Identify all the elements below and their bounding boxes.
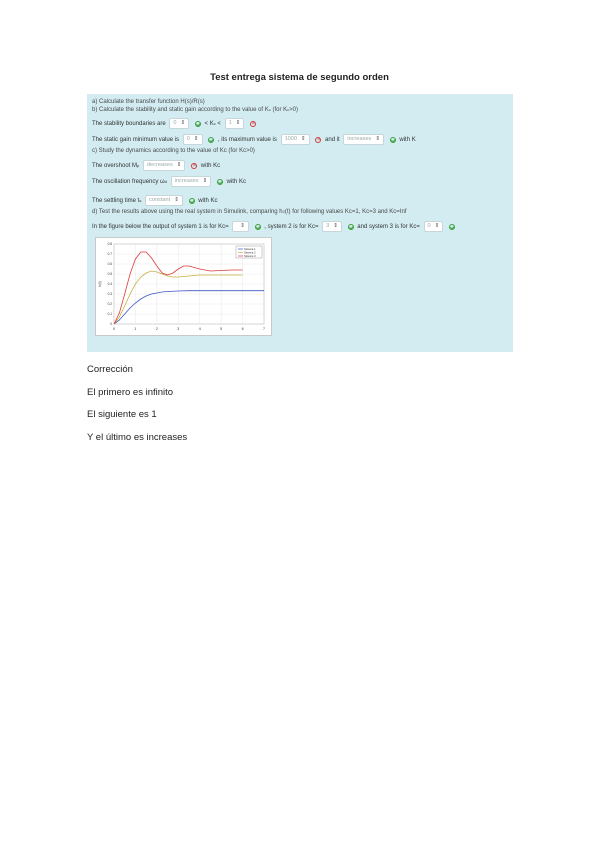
y-tick-label: 0.6: [107, 262, 112, 267]
x-tick-label: 3: [177, 327, 180, 331]
x-tick-label: 5: [220, 327, 223, 331]
x-tick-label: 4: [198, 327, 201, 331]
y-axis-label: h(t): [98, 281, 102, 287]
correction-line-2: El siguiente es 1: [87, 409, 157, 420]
y-tick-label: 0.4: [107, 282, 112, 287]
y-tick-label: 0.1: [107, 312, 112, 317]
x-tick-label: 2: [155, 327, 158, 331]
gain-max-select[interactable]: 1000 ⇕: [281, 134, 310, 145]
system2-select[interactable]: 3 ⇕: [322, 221, 342, 232]
legend-label-3: Sistema 3: [244, 255, 256, 258]
correct-icon: [348, 224, 354, 230]
x-tick-label: 1: [134, 327, 137, 331]
settling-select[interactable]: constant ⇕: [145, 195, 183, 206]
static-gain-row: The static gain minimum value is 0 ⇕ , its maximum value is 1000 ⇕ × and it increases ⇕ with K: [92, 134, 416, 144]
correction-line-1: El primero es infinito: [87, 387, 174, 398]
y-tick-label: 0.2: [107, 302, 112, 307]
correct-icon: [189, 198, 195, 204]
correct-icon: [255, 224, 261, 230]
y-tick-label: 0.8: [107, 242, 112, 247]
legend-label-1: Sistema 1: [244, 248, 256, 251]
oscillation-row: The oscillation frequency ωd increases ⇕ with Kc: [92, 178, 246, 186]
incorrect-icon: [315, 137, 321, 143]
correction-line-3: Y el último es increases: [87, 432, 188, 443]
stability-lower-select[interactable]: 0 ⇕: [169, 118, 189, 129]
gain-trend-select[interactable]: increases ⇕: [343, 134, 384, 145]
overshoot-row: The overshoot Mp decreases ⇕ × with Kc: [92, 160, 220, 170]
figure-row: In the figure below the output of system 1 is for Kc= ⇕ , system 2 is for Kc= 3 ⇕ and system 3 is for Kc= 0 ⇕: [92, 221, 457, 231]
question-d: d) Test the results above using the real system in Simulink, comparing h2(t) for following values Kc=1, Kc=3 and Kc=Inf: [92, 209, 407, 215]
stability-row: The stability boundaries are 0 ⇕ < Kc < 1 ⇕ ×: [92, 118, 258, 128]
response-chart: [95, 237, 272, 336]
x-tick-label: 6: [241, 327, 244, 331]
system3-select[interactable]: 0 ⇕: [424, 221, 444, 232]
legend-label-2: Sistema 2: [244, 251, 256, 255]
y-tick-label: 0.3: [107, 292, 112, 297]
question-b: b) Calculate the stability and static gain according to the value of Kc (for Kc>0): [92, 107, 298, 113]
overshoot-select[interactable]: decreases ⇕: [143, 160, 186, 171]
incorrect-icon: [191, 163, 197, 169]
correct-icon: [217, 179, 223, 185]
question-c: c) Study the dynamics according to the value of Kc (for Kc>0): [92, 148, 255, 154]
correct-icon: [449, 224, 455, 230]
response-chart-svg: [96, 238, 271, 335]
correct-icon: [208, 137, 214, 143]
correct-icon: [195, 121, 201, 127]
quiz-panel: [87, 94, 513, 352]
y-tick-label: 0: [110, 322, 112, 327]
stability-upper-select[interactable]: 1 ⇕: [225, 118, 245, 129]
correct-icon: [390, 137, 396, 143]
question-a: a) Calculate the transfer function H(s)/R(s): [92, 99, 205, 105]
settling-row: The settling time ts constant ⇕ with Kc: [92, 197, 218, 205]
incorrect-icon: [250, 121, 256, 127]
y-tick-label: 0.5: [107, 272, 112, 277]
page-title: Test entrega sistema de segundo orden: [210, 72, 389, 83]
correction-heading: Corrección: [87, 364, 133, 375]
system1-select[interactable]: ⇕: [232, 221, 249, 232]
gain-min-select[interactable]: 0 ⇕: [183, 134, 203, 145]
oscillation-select[interactable]: increases ⇕: [171, 176, 212, 187]
x-tick-label: 7: [263, 327, 265, 331]
y-tick-label: 0.7: [107, 252, 112, 257]
x-tick-label: 0: [113, 327, 115, 331]
